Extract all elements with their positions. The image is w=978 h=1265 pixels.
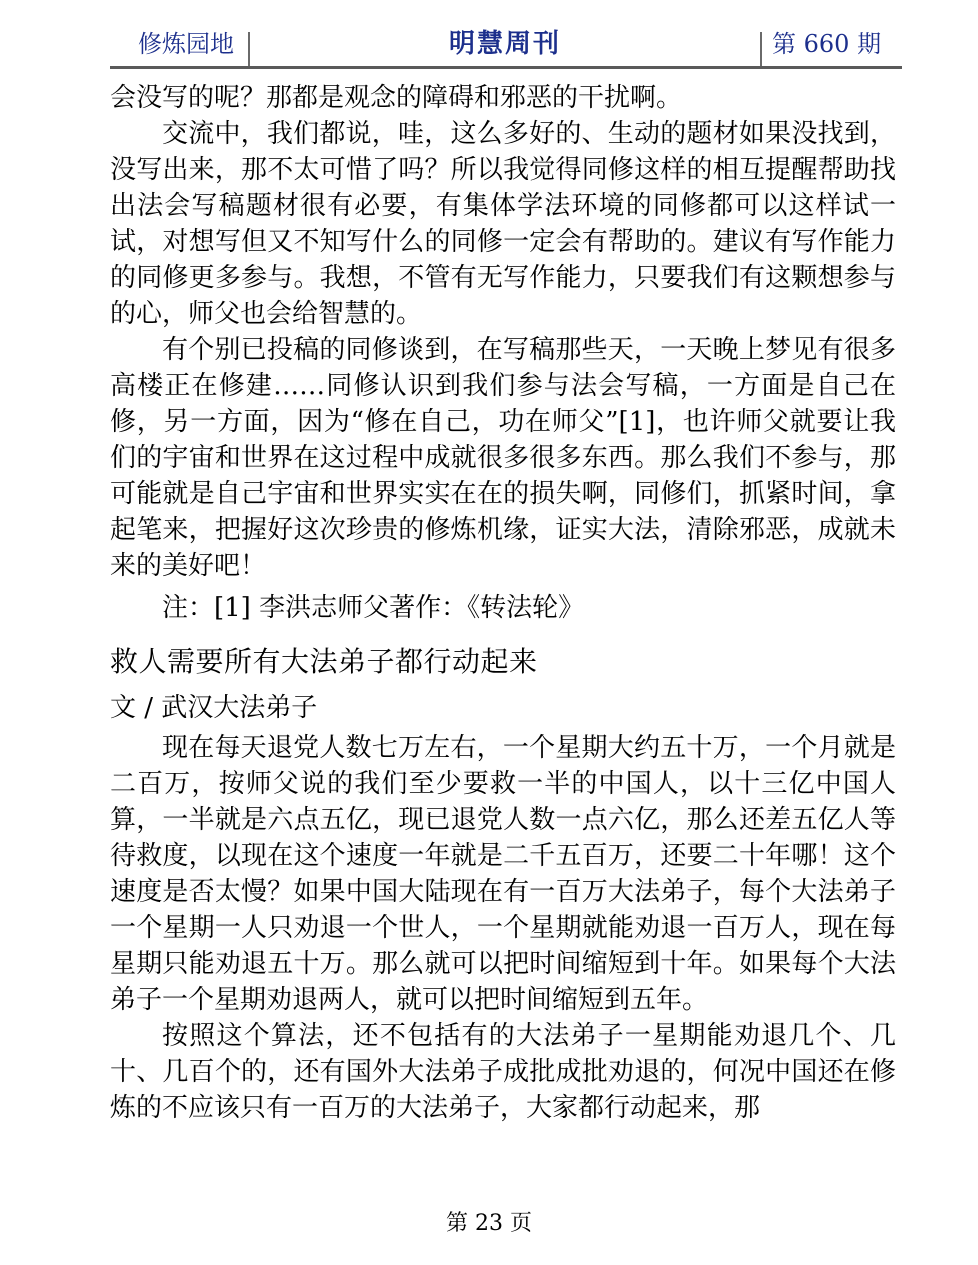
section-name: 修炼园地 — [138, 30, 234, 58]
article1-paragraph: 交流中，我们都说，哇，这么多好的、生动的题材如果没找到，没写出来，那不太可惜了吗？所以我觉得同修这样的相互提醒帮助找出法会写稿题材很有必要，有集体学法环境的同修都可以这样试一试，对想写但又不知写什么的同修一定会有帮助的。建议有写作能力的同修更多参与。我想，不管有无写作能力，只要我们有这颗想参与的心，师父也会给智慧的。 — [110, 119, 896, 329]
header-divider-right — [760, 32, 762, 66]
article2-paragraph: 按照这个算法，还不包括有的大法弟子一星期能劝退几个、几十、几百个的，还有国外大法弟子成批成批劝退的，何况中国还在修炼的不应该只有一百万的大法弟子，大家都行动起来，那 — [110, 1021, 896, 1123]
article1-footnote: 注：[1] 李洪志师父著作：《转法轮》 — [162, 593, 585, 623]
page-number: 第 23 页 — [446, 1211, 532, 1236]
publication-title: 明慧周刊 — [448, 29, 561, 59]
page-header — [110, 24, 900, 68]
article1-paragraph-continued: 会没写的呢？那都是观念的障碍和邪恶的干扰啊。 — [110, 83, 683, 113]
article2-byline: 文 / 武汉大法弟子 — [110, 693, 318, 723]
article1-paragraph: 有个别已投稿的同修谈到，在写稿那些天，一天晚上梦见有很多高楼正在修建……同修认识到我们参与法会写稿，一方面是自己在修，另一方面，因为“修在自己，功在师父”[1]，也许师父就要让我们的宇宙和世界在这过程中成就很多很多东西。那么我们不参与，那可能就是自己宇宙和世界实实在在的损失啊，同修们，抓紧时间，拿起笔来，把握好这次珍贵的修炼机缘，证实大法，清除邪恶，成就未来的美好吧！ — [110, 335, 896, 581]
issue-number: 第 660 期 — [772, 30, 882, 58]
article2-title: 救人需要所有大法弟子都行动起来 — [110, 645, 538, 678]
article2-paragraph: 现在每天退党人数七万左右，一个星期大约五十万，一个月就是二百万，按师父说的我们至少要救一半的中国人，以十三亿中国人算，一半就是六点五亿，现已退党人数一点六亿，那么还差五亿人等待救度，以现在这个速度一年就是二千五百万，还要二十年哪！这个速度是否太慢？如果中国大陆现在有一百万大法弟子，每个大法弟子一个星期一人只劝退一个世人，一个星期就能劝退一百万人，现在每星期只能劝退五十万。那么就可以把时间缩短到十年。如果每个大法弟子一个星期劝退两人，就可以把时间缩短到五年。 — [110, 733, 896, 1015]
header-rule — [110, 66, 902, 69]
page-content — [110, 80, 896, 1126]
